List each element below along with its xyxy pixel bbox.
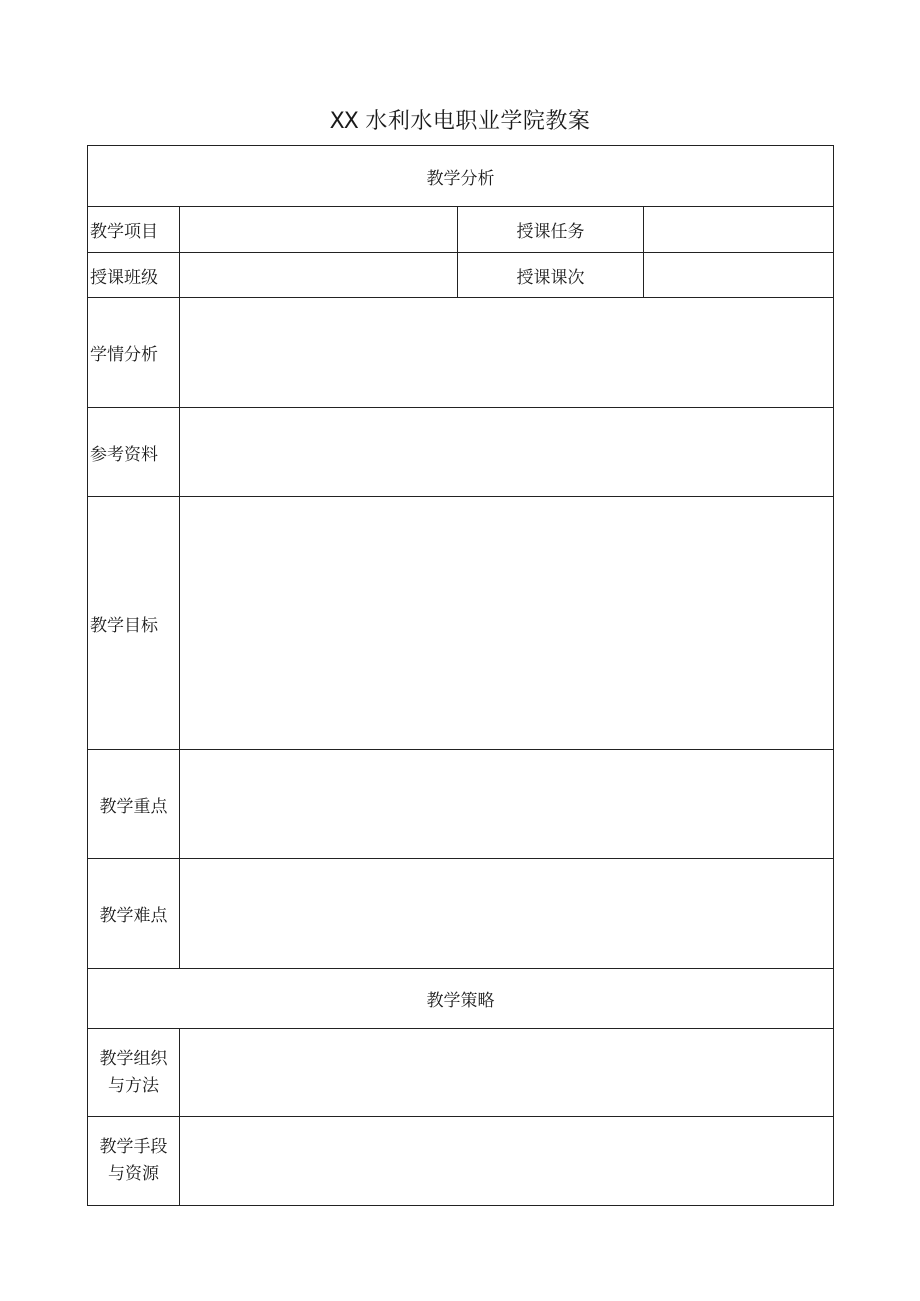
document-title (0, 104, 920, 140)
teaching-project-field[interactable] (180, 207, 458, 253)
strategy-header-row (88, 969, 834, 1029)
references-field[interactable] (180, 408, 834, 497)
project-task-row (88, 207, 834, 253)
learner-analysis-field[interactable] (180, 298, 834, 408)
objectives-row (88, 497, 834, 750)
lecture-task-field[interactable] (644, 207, 834, 253)
lecture-session-field[interactable] (644, 253, 834, 298)
label-lecture-class: 授课班级 (88, 253, 180, 298)
label-teaching-project: 教学项目 (88, 207, 180, 253)
label-difficulties: 教学难点 (88, 859, 180, 969)
lesson-plan-table (87, 145, 834, 1206)
class-session-row (88, 253, 834, 298)
means-row (88, 1117, 834, 1206)
label-references: 参考资料 (88, 408, 180, 497)
difficulties-row (88, 859, 834, 969)
references-row (88, 408, 834, 497)
lecture-class-field[interactable] (180, 253, 458, 298)
label-organization-line2: 与方法 (108, 1075, 159, 1096)
analysis-header-row (88, 146, 834, 207)
title-main: 水利水电职业学院教案 (365, 109, 591, 134)
means-resources-field[interactable] (180, 1117, 834, 1206)
section-heading-strategy: 教学策略 (88, 969, 834, 1029)
key-points-row (88, 750, 834, 859)
key-points-field[interactable] (180, 750, 834, 859)
label-key-points: 教学重点 (88, 750, 180, 859)
difficulties-field[interactable] (180, 859, 834, 969)
label-organization-line1: 教学组织 (99, 1048, 168, 1069)
label-means-line1: 教学手段 (99, 1137, 168, 1157)
label-teaching-objectives: 教学目标 (88, 497, 180, 750)
organization-row (88, 1029, 834, 1117)
label-means-line2: 与资源 (108, 1164, 159, 1184)
organization-methods-field[interactable] (180, 1029, 834, 1117)
label-organization-methods (88, 1029, 180, 1117)
label-learner-analysis: 学情分析 (88, 298, 180, 408)
label-means-resources (88, 1117, 180, 1206)
section-heading-analysis: 教学分析 (88, 146, 834, 207)
learner-analysis-row (88, 298, 834, 408)
label-lecture-task: 授课任务 (458, 207, 644, 253)
title-prefix: XX (329, 109, 358, 134)
label-lecture-session: 授课课次 (458, 253, 644, 298)
teaching-objectives-field[interactable] (180, 497, 834, 750)
